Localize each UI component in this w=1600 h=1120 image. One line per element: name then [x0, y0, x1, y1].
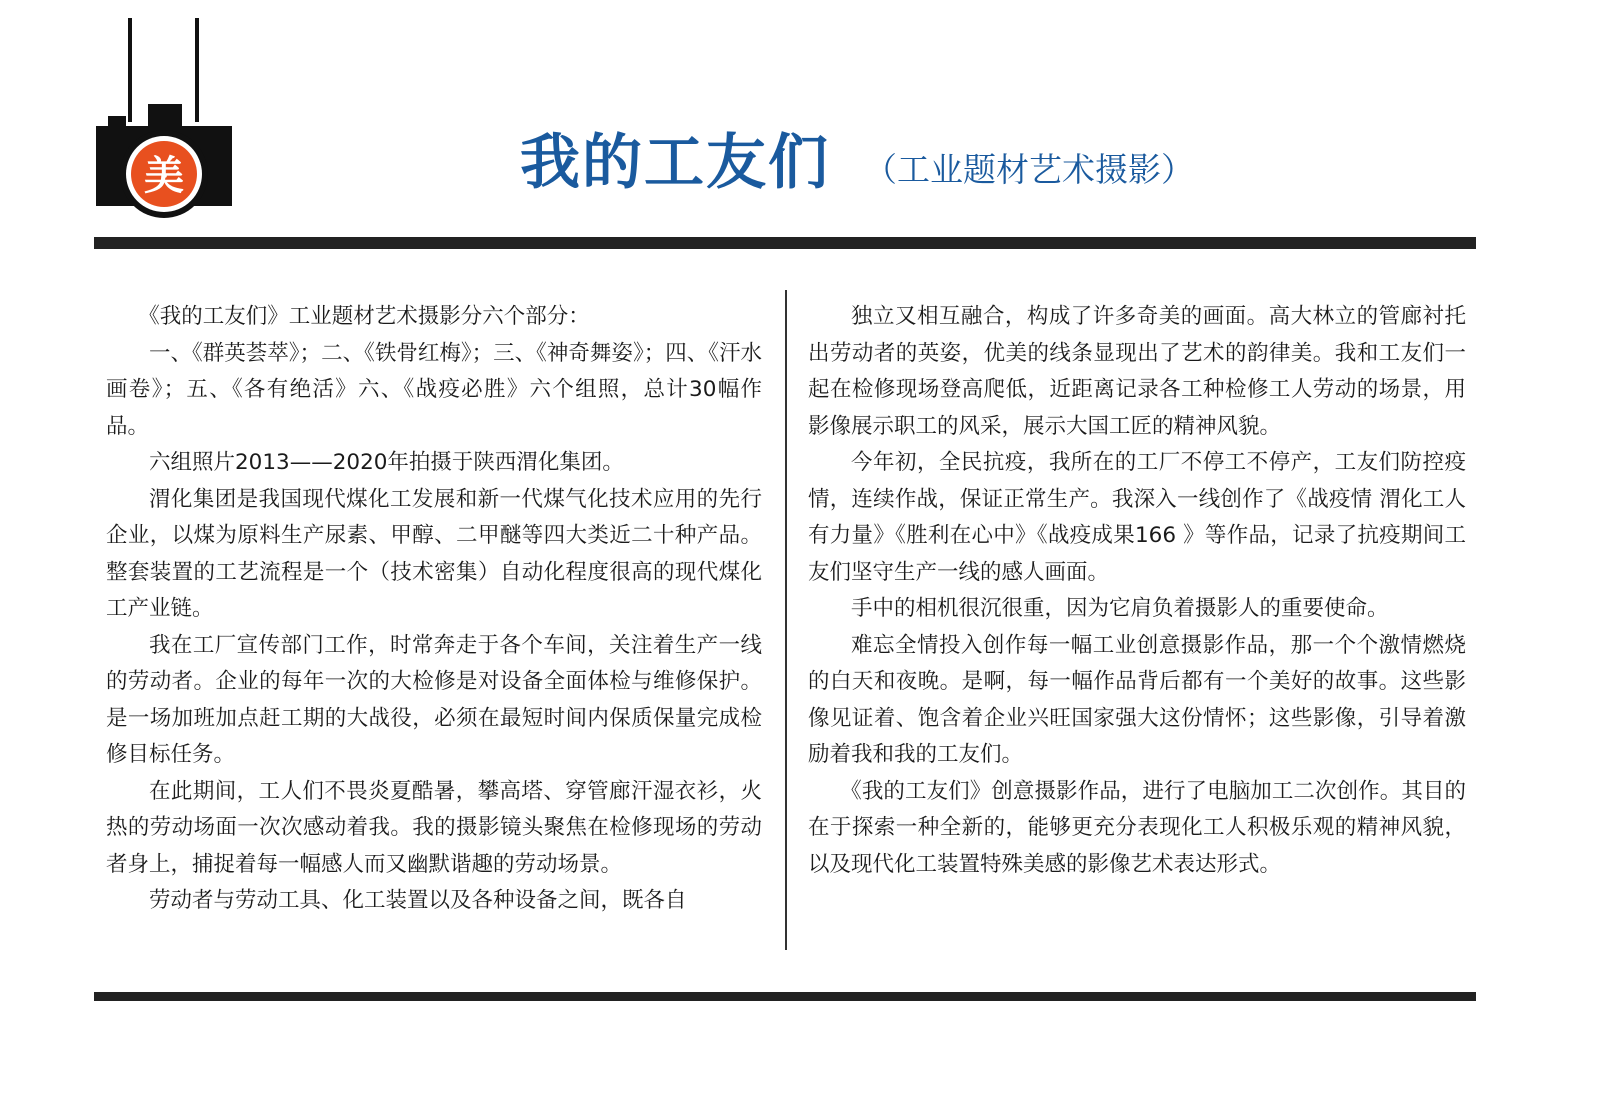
left-column	[106, 299, 762, 920]
paragraph: 手中的相机很沉很重，因为它肩负着摄影人的重要使命。	[851, 596, 1389, 621]
paragraph: 渭化集团是我国现代煤化工发展和新一代煤气化技术应用的先行企业，以煤为原料生产尿素、甲醇、二甲醚等四大类近二十种产品。整套装置的工艺流程是一个（技术密集）自动化程度很高的现代煤化工产业链。	[106, 486, 762, 621]
bottom-rule	[94, 992, 1476, 1001]
paragraph: 我在工厂宣传部门工作，时常奔走于各个车间，关注着生产一线的劳动者。企业的每年一次的大检修是对设备全面体检与维修保护。是一场加班加点赶工期的大战役，必须在最短时间内保质保量完成检修目标任务。	[106, 632, 762, 767]
paragraph: 独立又相互融合，构成了许多奇美的画面。高大林立的管廊衬托出劳动者的英姿，优美的线条显现出了艺术的韵律美。我和工友们一起在检修现场登高爬低，近距离记录各工种检修工人劳动的场景，用影像展示职工的风采，展示大国工匠的精神风貌。	[808, 304, 1466, 439]
paragraph: 一、《群英荟萃》；二、《铁骨红梅》；三、《神奇舞姿》；四、《汗水画卷》；五、《各有绝活》六、《战疫必胜》六个组照，总计30幅作品。	[106, 340, 762, 439]
page-title: 我的工友们	[520, 128, 830, 198]
paragraph: 《我的工友们》工业题材艺术摄影分六个部分：	[138, 304, 590, 329]
right-column	[808, 299, 1466, 883]
paragraph: 难忘全情投入创作每一幅工业创意摄影作品，那一个个激情燃烧的白天和夜晚。是啊，每一幅作品背后都有一个美好的故事。这些影像见证着、饱含着企业兴旺国家强大这份情怀；这些影像，引导着激励着我和我的工友们。	[808, 632, 1466, 767]
paragraph: 六组照片2013——2020年拍摄于陕西渭化集团。	[149, 450, 624, 475]
paragraph: 《我的工友们》创意摄影作品，进行了电脑加工二次创作。其目的在于探索一种全新的，能够更充分表现化工人积极乐观的精神风貌，以及现代化工装置特殊美感的影像艺术表达形式。	[808, 778, 1466, 877]
page-subtitle: （工业题材艺术摄影）	[864, 150, 1194, 189]
logo-char: 美	[144, 153, 184, 199]
paragraph: 今年初，全民抗疫，我所在的工厂不停工不停产，工友们防控疫情，连续作战，保证正常生产。我深入一线创作了《战疫情 渭化工人有力量》《胜利在心中》《战疫成果166 》等作品，记录了抗疫期间工友们坚守生产一线的感人画面。	[808, 450, 1466, 585]
column-divider	[785, 290, 787, 950]
paragraph: 劳动者与劳动工具、化工装置以及各种设备之间，既各自	[149, 888, 687, 913]
top-rule	[94, 237, 1476, 249]
title-block	[520, 126, 1194, 200]
paragraph: 在此期间，工人们不畏炎夏酷暑，攀高塔、穿管廊汗湿衣衫，火热的劳动场面一次次感动着我。我的摄影镜头聚焦在检修现场的劳动者身上，捕捉着每一幅感人而又幽默谐趣的劳动场景。	[106, 778, 762, 877]
camera-icon	[96, 18, 232, 222]
